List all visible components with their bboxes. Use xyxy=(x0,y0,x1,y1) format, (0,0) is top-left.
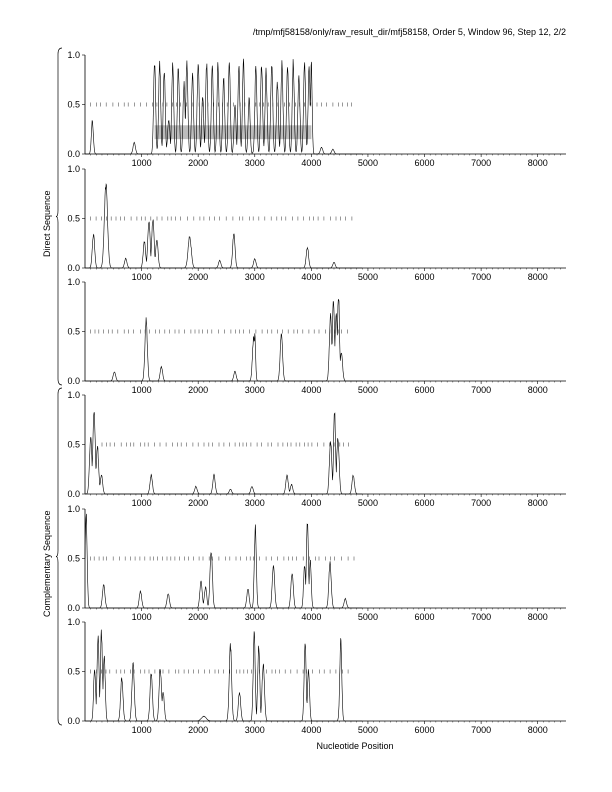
x-tick-label: 6000 xyxy=(414,272,435,282)
highlight-region xyxy=(155,125,312,139)
x-tick-label: 3000 xyxy=(244,385,265,395)
y-tick-label: 1.0 xyxy=(67,277,80,287)
series-line xyxy=(85,59,362,154)
y-tick-label: 0.0 xyxy=(67,149,80,159)
series-line xyxy=(85,630,362,721)
x-tick-label: 4000 xyxy=(301,158,322,168)
y-tick-label: 0.0 xyxy=(67,376,80,386)
group-brace-direct xyxy=(56,48,62,385)
x-tick-label: 8000 xyxy=(527,385,548,395)
x-tick-label: 7000 xyxy=(471,385,492,395)
x-tick-label: 6000 xyxy=(414,725,435,735)
y-tick-label: 0.0 xyxy=(67,263,80,273)
x-tick-label: 5000 xyxy=(357,272,378,282)
y-tick-label: 0.5 xyxy=(67,99,80,110)
group-label-complementary: Complementary Sequence xyxy=(42,509,52,617)
x-tick-label: 7000 xyxy=(471,272,492,282)
x-tick-label: 2000 xyxy=(188,158,209,168)
y-tick-label: 1.0 xyxy=(67,390,80,400)
series-line xyxy=(85,412,362,494)
y-tick-label: 0.0 xyxy=(67,716,80,726)
x-tick-label: 7000 xyxy=(471,725,492,735)
y-tick-label: 1.0 xyxy=(67,504,80,514)
x-tick-label: 5000 xyxy=(357,498,378,508)
x-tick-label: 7000 xyxy=(471,158,492,168)
x-tick-label: 3000 xyxy=(244,612,265,622)
x-tick-label: 8000 xyxy=(527,272,548,282)
y-tick-label: 0.5 xyxy=(67,439,80,450)
x-tick-label: 8000 xyxy=(527,498,548,508)
threshold-tick-marks xyxy=(91,217,352,221)
x-tick-label: 6000 xyxy=(414,385,435,395)
threshold-tick-marks xyxy=(102,443,349,447)
y-tick-label: 0.0 xyxy=(67,489,80,499)
y-tick-label: 0.5 xyxy=(67,553,80,564)
x-tick-label: 7000 xyxy=(471,498,492,508)
y-tick-label: 1.0 xyxy=(67,164,80,174)
x-tick-label: 2000 xyxy=(188,612,209,622)
x-tick-label: 1000 xyxy=(131,272,152,282)
x-tick-label: 2000 xyxy=(188,272,209,282)
threshold-tick-marks xyxy=(91,670,348,674)
header-title: /tmp/mfj58158/only/raw_result_dir/mfj58158, Order 5, Window 96, Step 12, 2/2 xyxy=(252,27,566,37)
x-tick-label: 3000 xyxy=(244,272,265,282)
x-tick-label: 8000 xyxy=(527,725,548,735)
x-tick-label: 4000 xyxy=(301,498,322,508)
x-tick-label: 6000 xyxy=(414,498,435,508)
y-tick-label: 0.5 xyxy=(67,666,80,677)
y-tick-label: 0.5 xyxy=(67,213,80,224)
x-tick-label: 8000 xyxy=(527,612,548,622)
x-tick-label: 4000 xyxy=(301,272,322,282)
threshold-tick-marks xyxy=(91,557,354,561)
y-tick-label: 0.0 xyxy=(67,603,80,613)
x-tick-label: 4000 xyxy=(301,385,322,395)
group-label-direct: Direct Sequence xyxy=(42,189,52,257)
x-tick-label: 5000 xyxy=(357,158,378,168)
y-tick-label: 1.0 xyxy=(67,50,80,60)
y-tick-label: 1.0 xyxy=(67,617,80,627)
x-tick-label: 4000 xyxy=(301,612,322,622)
x-tick-label: 5000 xyxy=(357,385,378,395)
x-tick-label: 3000 xyxy=(244,725,265,735)
x-tick-label: 3000 xyxy=(244,498,265,508)
x-tick-label: 5000 xyxy=(357,725,378,735)
series-line xyxy=(85,184,362,268)
y-tick-label: 0.5 xyxy=(67,326,80,337)
x-tick-label: 2000 xyxy=(188,385,209,395)
x-tick-label: 3000 xyxy=(244,158,265,168)
x-tick-label: 4000 xyxy=(301,725,322,735)
series-line xyxy=(85,514,362,608)
x-tick-label: 8000 xyxy=(527,158,548,168)
threshold-tick-marks xyxy=(91,330,348,334)
x-tick-label: 1000 xyxy=(131,385,152,395)
group-brace-complementary xyxy=(56,388,62,725)
x-tick-label: 1000 xyxy=(131,158,152,168)
x-tick-label: 2000 xyxy=(188,725,209,735)
x-tick-label: 7000 xyxy=(471,612,492,622)
x-tick-label: 1000 xyxy=(131,725,152,735)
x-tick-label: 5000 xyxy=(357,612,378,622)
x-tick-label: 1000 xyxy=(131,612,152,622)
x-tick-label: 2000 xyxy=(188,498,209,508)
x-tick-label: 6000 xyxy=(414,158,435,168)
x-axis-label: Nucleotide Position xyxy=(316,741,394,751)
series-line xyxy=(85,300,362,382)
x-tick-label: 6000 xyxy=(414,612,435,622)
x-tick-label: 1000 xyxy=(131,498,152,508)
